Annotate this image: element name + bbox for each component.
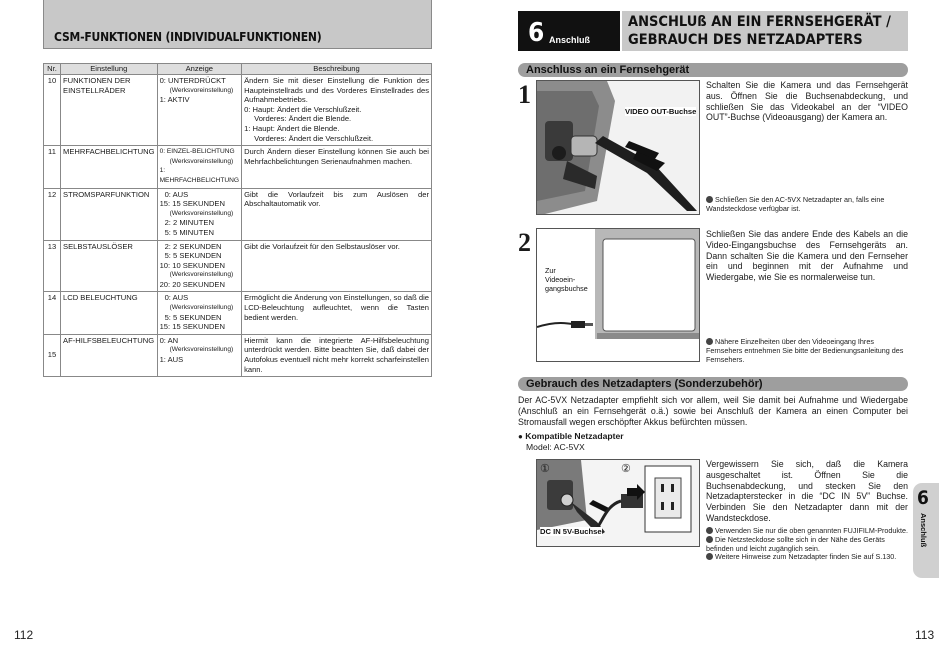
factory-default-note: (Werksvoreinstellung) bbox=[169, 157, 234, 165]
adapter-note-text: Weitere Hinweise zum Netzadapter finden Sie auf S.130. bbox=[715, 552, 897, 562]
col-header-nr: Nr. bbox=[44, 64, 61, 75]
row-nr: 11 bbox=[44, 146, 61, 188]
row-nr: 15 bbox=[44, 334, 61, 376]
col-header-beschreibung: Beschreibung bbox=[242, 64, 432, 75]
row-display bbox=[157, 75, 242, 146]
step-number-2: 2 bbox=[518, 228, 531, 257]
row-description bbox=[242, 240, 432, 292]
table-row bbox=[44, 240, 432, 292]
setting-line: AF-HILFSBELEUCHTUNG bbox=[63, 335, 155, 345]
table-row bbox=[44, 334, 432, 376]
page-number-right: 113 bbox=[915, 628, 935, 642]
table-header-row bbox=[44, 64, 432, 75]
row-setting bbox=[61, 240, 158, 292]
display-option: 10: 10 SEKUNDEN bbox=[159, 260, 225, 270]
adapter-intro-text: Der AC-5VX Netzadapter empfiehlt sich vor allem, weil Sie damit bei Aufnahme und Wiedergabe (Anschluß an ein Fernsehgerät o.ä.) sowie bei Anschluß der Kamera an einen Computer bei Stromausfall wegen erschöpfter Akkus befürchten müssen. bbox=[518, 395, 908, 427]
chapter-title-line-2: GEBRAUCH DES NETZADAPTERS bbox=[628, 32, 863, 48]
table-row bbox=[44, 292, 432, 334]
note-icon bbox=[706, 536, 713, 543]
display-option: 0: UNTERDRÜCKT bbox=[159, 76, 226, 85]
row-description bbox=[242, 334, 432, 376]
display-option: 5: 5 SEKUNDEN bbox=[164, 312, 222, 322]
step-marker-2: ② bbox=[621, 463, 631, 475]
step-number-1: 1 bbox=[518, 80, 531, 109]
display-option: 2: 2 SEKUNDEN bbox=[164, 241, 222, 251]
section-title: Gebrauch des Netzadapters (Sonderzubehör) bbox=[526, 378, 763, 390]
display-option: 0: EINZEL-BELICHTUNG bbox=[159, 148, 235, 156]
compatible-model: Model: AC-5VX bbox=[526, 442, 585, 452]
note-icon bbox=[706, 196, 713, 203]
description-text: Ändern Sie mit dieser Einstellung die Funktion des Haupteinstellrads und des Vorderes Einstellrades des Aufnahmebetriebs. bbox=[244, 76, 429, 105]
setting-line: MEHRFACHBELICHTUNG bbox=[63, 147, 155, 157]
adapter-note-text: Verwenden Sie nur die oben genannten FUJIFILM-Produkte. bbox=[715, 526, 908, 535]
factory-default-note: (Werksvoreinstellung) bbox=[169, 209, 234, 217]
section-heading-tv bbox=[518, 63, 908, 77]
display-option: 15: 15 SEKUNDEN bbox=[159, 199, 225, 209]
description-text: Vorderes: Ändert die Blende. bbox=[254, 114, 352, 124]
row-description bbox=[242, 75, 432, 146]
note-icon bbox=[706, 527, 713, 534]
page-number-left: 112 bbox=[14, 628, 34, 642]
tv-input-label bbox=[545, 267, 588, 293]
chapter-side-tab bbox=[913, 483, 939, 578]
setting-line: FUNKTIONEN DER bbox=[63, 76, 131, 85]
adapter-note bbox=[706, 536, 908, 554]
adapter-illustration bbox=[536, 459, 700, 547]
display-option: 1: AKTIV bbox=[159, 95, 190, 105]
row-display bbox=[157, 188, 242, 240]
table-row bbox=[44, 188, 432, 240]
row-display bbox=[157, 334, 242, 376]
row-nr: 13 bbox=[44, 240, 61, 292]
tv-input-label-line: Zur bbox=[545, 266, 556, 275]
note-icon bbox=[706, 338, 713, 345]
display-option: 1: MEHRFACHBELICHTUNG bbox=[159, 167, 240, 184]
adapter-notes bbox=[706, 527, 908, 562]
section-title: Anschluss an ein Fernsehgerät bbox=[526, 64, 690, 76]
row-setting bbox=[61, 334, 158, 376]
step1-illustration bbox=[536, 80, 700, 215]
description-text: Vorderes: Ändert die Verschlußzeit. bbox=[254, 133, 374, 143]
row-setting bbox=[61, 146, 158, 188]
row-setting bbox=[61, 75, 158, 146]
row-display bbox=[157, 146, 242, 188]
table-row bbox=[44, 75, 432, 146]
setting-line: SELBSTAUSLÖSER bbox=[63, 241, 133, 251]
compatible-adapters-heading bbox=[518, 431, 624, 441]
step1-note-text: Schließen Sie den AC-5VX Netzadapter an, falls eine Wandsteckdose verfügbar ist. bbox=[706, 195, 885, 213]
chapter-title-box bbox=[622, 11, 908, 51]
step2-text: Schließen Sie das andere Ende des Kabels an die Video-Eingangsbuchse des Fernsehgeräts an. Dann schalten Sie die Kamera und den Fernseher ein und beginnen mit der Aufnahme und Wiedergabe, wie Sie es normalerweise tun. bbox=[706, 229, 908, 283]
display-option: 0: AUS bbox=[164, 293, 189, 303]
left-page-header bbox=[43, 0, 432, 49]
description-text: 1: Haupt: Ändert die Blende. bbox=[244, 123, 340, 133]
step2-note bbox=[706, 338, 908, 364]
row-description bbox=[242, 188, 432, 240]
row-setting bbox=[61, 188, 158, 240]
chapter-label: Anschluß bbox=[549, 35, 591, 45]
description-text: Hiermit kann die integrierte AF-Hilfsbeleuchtung unterdrückt werden. Bitte beachten Sie, daß dabei der Autofokus eventuell nicht mehr korrekt scharfeinstellen kann. bbox=[244, 335, 429, 374]
row-description bbox=[242, 146, 432, 188]
step1-note bbox=[706, 196, 908, 214]
csm-table bbox=[43, 63, 432, 377]
camera-video-out-illustration bbox=[537, 81, 700, 215]
row-display bbox=[157, 240, 242, 292]
step1-text: Schalten Sie die Kamera und das Fernsehgerät aus. Öffnen Sie die Buchsenabdeckung, und schließen Sie das Videokabel an der “VIDEO OUT”-Buchse (Videoausgang) der Kamera an. bbox=[706, 80, 908, 123]
side-tab-number: 6 bbox=[917, 487, 929, 509]
step-marker-1: ① bbox=[540, 463, 550, 475]
chapter-box bbox=[518, 11, 620, 51]
side-tab-label: Anschluß bbox=[919, 513, 928, 548]
display-option: 2: 2 MINUTEN bbox=[164, 218, 214, 228]
description-text: Ermöglicht die Änderung von Einstellungen, so daß die LCD-Beleuchtung aufleuchtet, wenn die Tasten bedient werden. bbox=[244, 293, 429, 322]
table-row bbox=[44, 146, 432, 188]
section-heading-adapter bbox=[518, 377, 908, 391]
setting-line: EINSTELLRÄDER bbox=[63, 85, 126, 95]
setting-line: STROMSPARFUNKTION bbox=[63, 189, 150, 199]
chapter-number: 6 bbox=[528, 18, 545, 48]
description-text: Gibt die Vorlaufzeit bis zum Auslösen der Abschaltautomatik vor. bbox=[244, 189, 429, 209]
factory-default-note: (Werksvoreinstellung) bbox=[169, 271, 234, 279]
factory-default-note: (Werksvoreinstellung) bbox=[169, 86, 234, 94]
tv-input-label-line: gangsbuchse bbox=[545, 283, 588, 293]
tv-input-label-line: Videoein- bbox=[545, 274, 576, 284]
description-text: Durch Ändern dieser Einstellung können Sie auch bei Mehrfachbelichtungen Serienaufnahmen machen. bbox=[244, 147, 429, 166]
description-text: Gibt die Vorlaufzeit für den Selbstauslöser vor. bbox=[244, 241, 400, 251]
row-description bbox=[242, 292, 432, 334]
step2-note-text: Nähere Einzelheiten über den Videoeingang Ihres Fernsehers entnehmen Sie bitte der Bedienungsanleitung des Fernsehers. bbox=[706, 337, 904, 364]
step2-illustration bbox=[536, 228, 700, 362]
description-text: 0: Haupt: Ändert die Verschlußzeit. bbox=[244, 104, 362, 114]
adapter-note bbox=[706, 553, 908, 562]
tv-illustration bbox=[537, 229, 700, 362]
note-icon bbox=[706, 553, 713, 560]
display-option: 0: AUS bbox=[164, 189, 189, 199]
col-header-anzeige: Anzeige bbox=[157, 64, 242, 75]
row-nr: 14 bbox=[44, 292, 61, 334]
factory-default-note: (Werksvoreinstellung) bbox=[169, 304, 234, 312]
left-page-title: CSM-FUNKTIONEN (INDIVIDUALFUNKTIONEN) bbox=[54, 30, 322, 44]
video-out-label: VIDEO OUT-Buchse bbox=[625, 107, 697, 116]
compatible-heading-text: Kompatible Netzadapter bbox=[525, 431, 624, 441]
dc-in-label: DC IN 5V-Buchse bbox=[540, 527, 602, 536]
row-nr: 10 bbox=[44, 75, 61, 146]
display-option: 1: AUS bbox=[159, 355, 184, 365]
display-option: 5: 5 SEKUNDEN bbox=[164, 251, 222, 261]
bullet-icon: ● bbox=[518, 432, 523, 441]
display-option: 5: 5 MINUTEN bbox=[164, 227, 214, 237]
display-option: 0: AN bbox=[159, 335, 179, 345]
row-nr: 12 bbox=[44, 188, 61, 240]
adapter-text: Vergewissern Sie sich, daß die Kamera ausgeschaltet ist. Öffnen Sie die Buchsenabdeckung, und stecken Sie den Netzadapterstecker in die “DC IN 5V” Buchse. Verbinden Sie den Netzadapter dann mit der Wandsteckdose. bbox=[706, 459, 908, 523]
col-header-einstellung: Einstellung bbox=[61, 64, 158, 75]
row-display bbox=[157, 292, 242, 334]
display-option: 20: 20 SEKUNDEN bbox=[159, 279, 225, 289]
factory-default-note: (Werksvoreinstellung) bbox=[169, 346, 234, 354]
display-option: 15: 15 SEKUNDEN bbox=[159, 322, 225, 332]
setting-line: LCD BELEUCHTUNG bbox=[63, 293, 138, 303]
adapter-note-text: Die Netzsteckdose sollte sich in der Nähe des Geräts befinden und leicht zugänglich sein. bbox=[706, 534, 885, 553]
chapter-title-line-1: ANSCHLUß AN EIN FERNSEHGERÄT / bbox=[628, 14, 891, 30]
row-setting bbox=[61, 292, 158, 334]
